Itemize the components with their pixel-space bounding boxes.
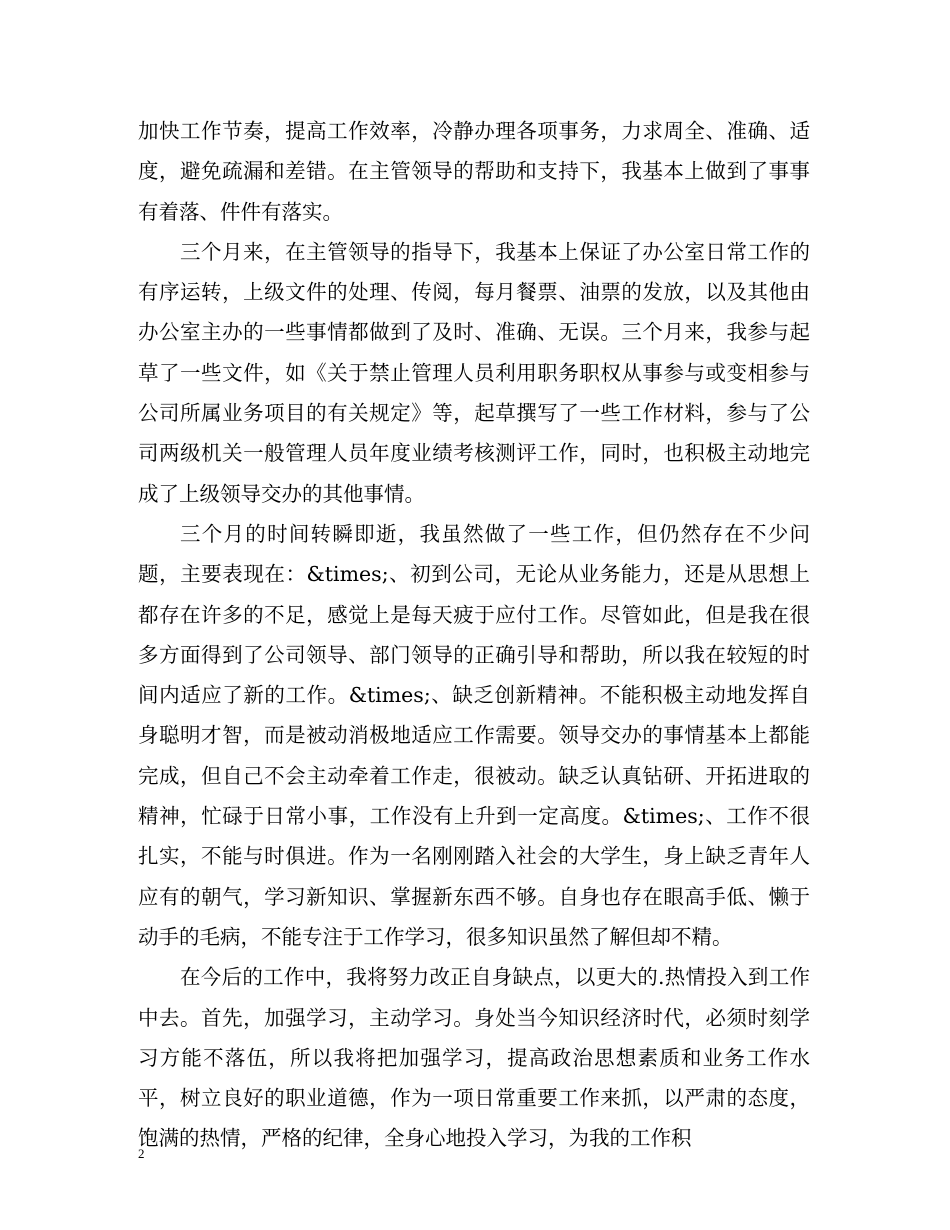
paragraph-1: 加快工作节奏，提高工作效率，冷静办理各项事务，力求周全、准确、适度，避免疏漏和差错。在主管领导的帮助和支持下，我基本上做到了事事有着落、件件有落实。 — [138, 119, 810, 224]
paragraph-2: 三个月来，在主管领导的指导下，我基本上保证了办公室日常工作的有序运转，上级文件的处理、传阅，每月餐票、油票的发放，以及其他由办公室主办的一些事情都做到了及时、准确、无误。三个月来，我参与起草了一些文件，如《关于禁止管理人员利用职务职权从事参与或变相参与公司所属业务项目的有关规定》等，起草撰写了一些工作材料，参与了公司两级机关一般管理人员年度业绩考核测评工作，同时，也积极主动地完成了上级领导交办的其他事情。 — [138, 239, 810, 506]
document-body — [138, 111, 810, 1159]
page-number: 2 — [138, 1146, 145, 1161]
paragraph-3: 三个月的时间转瞬即逝，我虽然做了一些工作，但仍然存在不少问题，主要表现在：&times;、初到公司，无论从业务能力，还是从思想上都存在许多的不足，感觉上是每天疲于应付工作。尽管如此，但是我在很多方面得到了公司领导、部门领导的正确引导和帮助，所以我在较短的时间内适应了新的工作。&times;、缺乏创新精神。不能积极主动地发挥自身聪明才智，而是被动消极地适应工作需要。领导交办的事情基本上都能完成，但自己不会主动牵着工作走，很被动。缺乏认真钻研、开拓进取的精神，忙碌于日常小事，工作没有上升到一定高度。&times;、工作不很扎实，不能与时俱进。作为一名刚刚踏入社会的大学生，身上缺乏青年人应有的朝气，学习新知识、掌握新东西不够。自身也存在眼高手低、懒于动手的毛病，不能专注于工作学习，很多知识虽然了解但却不精。 — [138, 521, 810, 949]
paragraph-4: 在今后的工作中，我将努力改正自身缺点，以更大的.热情投入到工作中去。首先，加强学习，主动学习。身处当今知识经济时代，必须时刻学习方能不落伍，所以我将把加强学习，提高政治思想素质和业务工作水平，树立良好的职业道德，作为一项日常重要工作来抓，以严肃的态度，饱满的热情，严格的纪律，全身心地投入学习，为我的工作积 — [138, 965, 810, 1151]
